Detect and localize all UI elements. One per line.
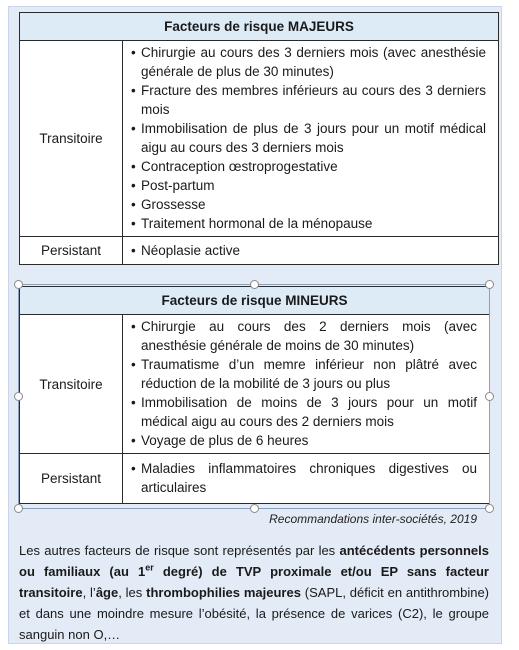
note-paragraph xyxy=(19,540,489,645)
bullet-icon: • xyxy=(131,45,136,60)
risk-factor-text: Traitement hormonal de la ménopause xyxy=(141,216,373,231)
note-bold-thrombophilia: thrombophilies majeures xyxy=(146,585,301,600)
note-text-2: , l’ xyxy=(82,585,96,600)
risk-factor-text: Traumatisme d’un memre inférieur non plâtré avec réduction de la mobilité de 3 jours ou plus xyxy=(141,357,477,391)
bullet-icon: • xyxy=(131,242,136,258)
note-bold-dvt: degré) de TVP proximale et/ou EP sans facteur transitoire xyxy=(19,564,489,600)
note-bold-history: antécédents personnels ou familiaux (au 1 xyxy=(19,543,489,579)
risk-factor-item xyxy=(131,241,486,260)
bullet-icon: • xyxy=(131,433,136,448)
bullet-icon: • xyxy=(131,121,136,136)
major-persistent-label: Persistant xyxy=(20,237,123,265)
risk-factor-text: Chirurgie au cours des 2 derniers mois (avec anesthésie générale de moins de 30 minutes) xyxy=(141,319,477,353)
bullet-icon: • xyxy=(131,197,136,212)
risk-factor-text: Post-partum xyxy=(141,178,215,193)
minor-transient-label: Transitoire xyxy=(20,315,123,454)
note-text-4: (SAPL, déficit en antithrombine) et dans une moindre mesure l’obésité, la présence de varices (C2), le groupe sanguin non O,… xyxy=(19,585,489,642)
note-bold-age: âge xyxy=(95,585,119,600)
minor-persistent-label: Persistant xyxy=(20,454,123,504)
risk-factor-text: Grossesse xyxy=(141,197,206,212)
minor-table-title: Facteurs de risque MINEURS xyxy=(20,287,490,315)
risk-factor-text: Fracture des membres inférieurs au cours des 3 derniers mois xyxy=(141,83,486,117)
major-persistent-list xyxy=(123,237,499,265)
risk-factor-item xyxy=(131,393,477,431)
bullet-icon: • xyxy=(131,178,136,193)
bullet-icon: • xyxy=(131,83,136,98)
major-transient-label: Transitoire xyxy=(20,41,123,237)
risk-factor-text: Immobilisation de plus de 3 jours pour un motif médical aigu au cours des 3 derniers mois xyxy=(141,121,486,155)
risk-factor-text: Chirurgie au cours des 3 derniers mois (avec anesthésie générale de plus de 30 minutes) xyxy=(141,45,486,79)
risk-factor-text: Néoplasie active xyxy=(141,242,241,258)
bullet-icon: • xyxy=(131,216,136,231)
note-text-1: Les autres facteurs de risque sont représentés par les xyxy=(19,543,340,558)
risk-factor-item xyxy=(131,157,486,176)
note-text-3: , les xyxy=(118,585,147,600)
risk-factor-text: Immobilisation de moins de 3 jours pour un motif médical aigu au cours des 2 derniers mois xyxy=(141,395,477,429)
risk-factor-item xyxy=(131,81,486,119)
bullet-icon: • xyxy=(131,461,136,476)
risk-factor-item xyxy=(131,195,486,214)
risk-factor-item xyxy=(131,355,477,393)
risk-factor-item xyxy=(131,119,486,157)
source-citation: Recommandations inter-sociétés, 2019 xyxy=(269,512,477,526)
minor-transient-list xyxy=(123,315,490,454)
minor-persistent-list xyxy=(123,454,490,504)
major-risk-table xyxy=(19,12,499,265)
minor-risk-table xyxy=(19,286,490,504)
major-table-title: Facteurs de risque MAJEURS xyxy=(20,13,499,41)
risk-factor-item xyxy=(131,317,477,355)
bullet-icon: • xyxy=(131,357,136,372)
risk-factor-item xyxy=(131,43,486,81)
major-transient-list xyxy=(123,41,499,237)
bullet-icon: • xyxy=(131,159,136,174)
bullet-icon: • xyxy=(131,395,136,410)
risk-factor-text: Voyage de plus de 6 heures xyxy=(141,433,309,448)
risk-factor-item xyxy=(131,214,486,233)
risk-factor-text: Maladies inflammatoires chroniques digestives ou articulaires xyxy=(141,461,477,495)
note-superscript: er xyxy=(145,562,154,573)
risk-factor-text: Contraception œstroprogestative xyxy=(141,159,338,174)
risk-factor-item xyxy=(131,176,486,195)
risk-factor-item xyxy=(131,431,477,450)
bullet-icon: • xyxy=(131,319,136,334)
risk-factor-item xyxy=(131,459,477,497)
